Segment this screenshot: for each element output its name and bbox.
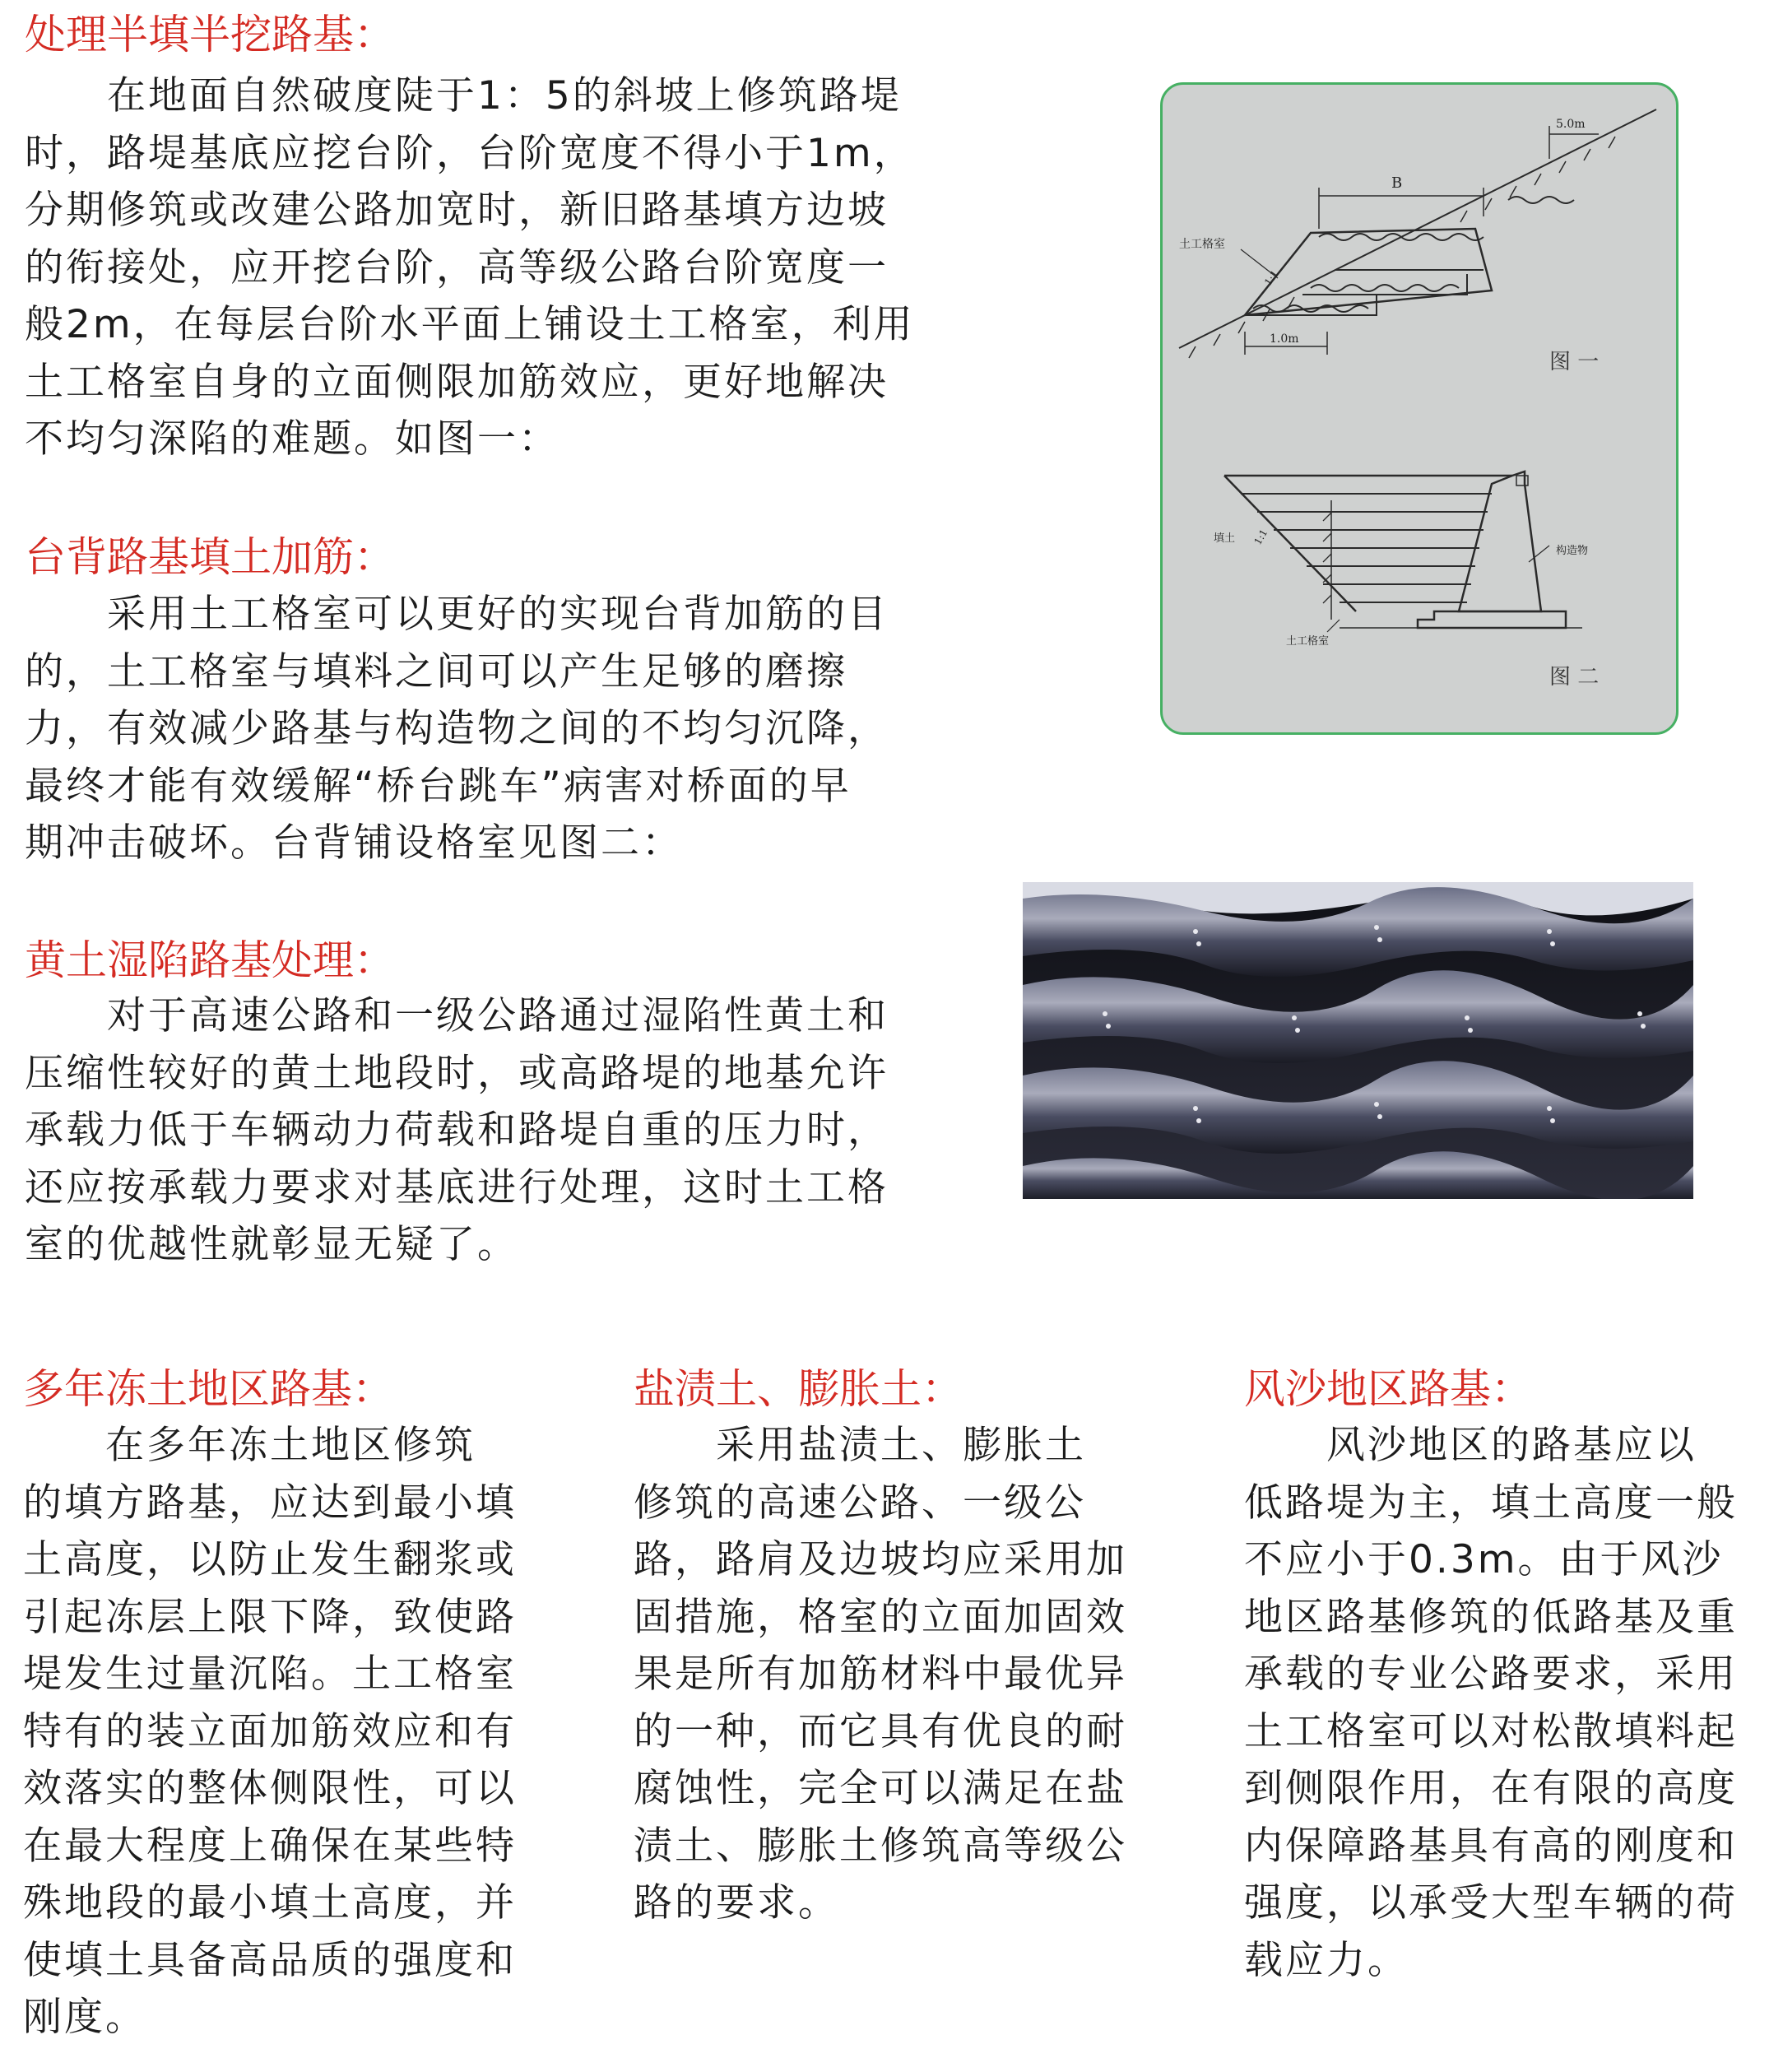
fig2-label-fill: 填土: [1214, 532, 1236, 545]
fig1-dim-step: 1.0m: [1270, 332, 1299, 346]
diagram-panel: [1160, 82, 1679, 735]
fig2-label-structure: 构造物: [1556, 545, 1589, 557]
bench-steps: [1245, 267, 1484, 315]
bearing: [1516, 476, 1528, 485]
figure-1-caption: 图 一: [1549, 350, 1600, 374]
paragraph-half-fill-half-cut: 在地面自然破度陡于1：5的斜坡上修筑路堤 时，路堤基底应挖台阶，台阶宽度不得小于1m， 分期修筑或改建公路加宽时，新旧路基填方边坡 的衔接处，应开挖台阶，高等级公路台阶宽度一 般2m，在每层台阶水平面上铺设土工格室，利用 土工格室自身的立面侧限加筋效应，更好地解决 不均匀深陷的难题。如图一：: [25, 73, 915, 462]
paragraph-permafrost: 在多年冻土地区修筑 的填方路基，应达到最小填 土高度，以防止发生翻浆或 引起冻层上限下降，致使路 堤发生过量沉陷。土工格室 特有的装立面加筋效应和有 效落实的整体侧限性，可以 在最大程度上确保在某些特 殊地段的最小填土高度，并 使填土具备高品质的强度和 刚度。: [23, 1423, 517, 2040]
geocell-layer: [1311, 285, 1459, 291]
figure-2: [1224, 472, 1582, 632]
leader-line: [1327, 620, 1340, 632]
embankment-outline: [1245, 229, 1492, 315]
heading-permafrost: 多年冻土地区路基：: [23, 1365, 393, 1413]
fig1-dim-top: 5.0m: [1556, 118, 1586, 131]
fig1-dim-b: B: [1391, 174, 1403, 192]
diagram-svg: [1163, 85, 1676, 732]
paragraph-sandstorm-area: 风沙地区的路基应以 低路堤为主，填土高度一般 不应小于0.3m。由于风沙 地区路基修筑的低路基及重 承载的专业公路要求，采用 土工格室可以对松散填料起 到侧限作用，在有限的高度 内保障路基具有高的刚度和 强度，以承受大型车辆的荷 载应力。: [1244, 1423, 1738, 1983]
geocell-photo-svg: [1023, 882, 1693, 1199]
paragraph-saline-expansive-soil: 采用盐渍土、膨胀土 修筑的高速公路、一级公 路，路肩及边坡均应采用加 固措施，格室的立面加固效 果是所有加筋材料中最优异 的一种，而它具有优良的耐 腐蚀性，完全可以满足在盐 渍土、膨胀土修筑高等级公 路的要求。: [634, 1423, 1127, 1926]
ground-hatching: [1189, 137, 1615, 358]
leader-line: [1529, 546, 1549, 562]
figure-1: [1179, 109, 1656, 358]
heading-saline-expansive-soil: 盐渍土、膨胀土：: [634, 1365, 963, 1413]
heading-loess-collapse: 黄土湿陷路基处理：: [25, 936, 395, 984]
paragraph-loess-collapse: 对于高速公路和一级公路通过湿陷性黄土和 压缩性较好的黄土地段时，或高路堤的地基允许 承载力低于车辆动力荷载和路堤自重的压力时， 还应按承载力要求对基底进行处理，这时土工格 室的优越性就彰显无疑了。: [25, 993, 889, 1267]
fig2-slope: 1:1: [1251, 527, 1270, 547]
heading-sandstorm-area: 风沙地区路基：: [1244, 1365, 1532, 1413]
geocell-layer: [1319, 234, 1484, 240]
abutment-outline: [1459, 472, 1541, 611]
heading-half-fill-half-cut: 处理半填半挖路基：: [25, 11, 395, 58]
fig1-label-geocell: 土工格室: [1179, 238, 1225, 251]
fig2-label-geocell: 土工格室: [1286, 635, 1330, 648]
geocell-layer: [1508, 197, 1574, 203]
paragraph-abutment-backfill: 采用土工格室可以更好的实现台背加筋的目 的，土工格室与填料之间可以产生足够的磨擦 力，有效减少路基与构造物之间的不均匀沉降， 最终才能有效缓解“桥台跳车”病害对桥面的早 期冲击破坏。台背铺设格室见图二：: [25, 592, 889, 866]
backfill-slope: [1224, 476, 1356, 611]
figure-2-caption: 图 二: [1549, 665, 1600, 690]
fig1-slope: 1:1: [1261, 267, 1281, 288]
separation-hatching: [1323, 513, 1331, 603]
geocell-photo: [1023, 882, 1693, 1199]
ground-slope-line: [1179, 109, 1656, 348]
abutment-footing: [1418, 611, 1566, 628]
heading-abutment-backfill: 台背路基填土加筋：: [25, 533, 395, 581]
